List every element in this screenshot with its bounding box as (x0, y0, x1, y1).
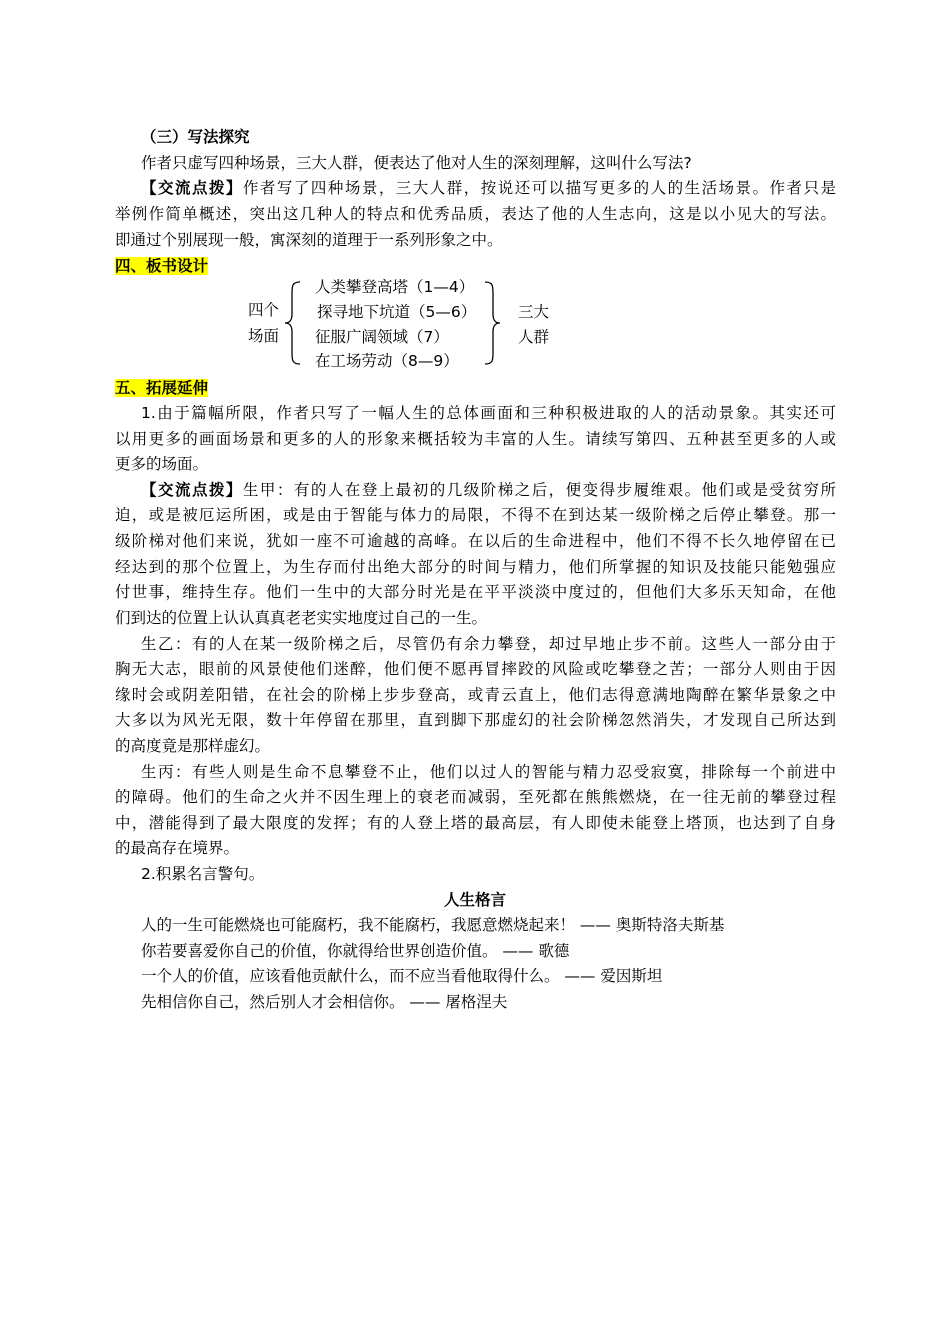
s5-jia-tag: 【交流点拨】 (141, 481, 243, 499)
board-scene-2: 探寻地下坑道（5—6） (317, 303, 477, 321)
section-4-heading-text: 四、板书设计 (115, 257, 209, 275)
board-scene-1: 人类攀登高塔（1—4） (315, 278, 475, 296)
left-brace-icon (282, 280, 304, 366)
s5-yi-line-1: 生乙：有的人在某一级阶梯之后，尽管仍有余力攀登，却过早地止步不前。这些人一部分由于 (141, 635, 836, 653)
s5-jia-line-3: 级阶梯对他们来说，犹如一座不可逾越的高峰。在以后的生命进程中，他们不得不长久地停留在已 (115, 532, 836, 550)
s5-yi-line-4: 大多以为风光无限，数十年停留在那里，直到脚下那虚幻的社会阶梯忽然消失，才发现自己所达到 (115, 711, 836, 729)
s3-answer-l1-text: 作者写了四种场景，三大人群，按说还可以描写更多的人的生活场景。作者只是 (242, 179, 836, 197)
section-4-heading (115, 255, 208, 277)
s3-question: 作者只虚写四种场景，三大人群，便表达了他对人生的深刻理解，这叫什么写法? (141, 154, 692, 172)
s5-yi-line-5: 的高度竟是那样虚幻。 (115, 737, 271, 755)
s5-q1-line-1: 1.由于篇幅所限，作者只写了一幅人生的总体画面和三种积极进取的人的活动景象。其实还可 (141, 404, 836, 422)
s5-yi-line-2: 胸无大志，眼前的风景使他们迷醉，他们便不愿再冒摔跤的风险或吃攀登之苦；一部分人则由于因 (115, 660, 836, 678)
right-brace-icon (481, 280, 503, 366)
board-scene-3: 征服广阔领域（7） (315, 328, 449, 346)
quote-1: 人的一生可能燃烧也可能腐朽，我不能腐朽，我愿意燃烧起来！ —— 奥斯特洛夫斯基 (141, 916, 725, 934)
s5-bing-line-4: 的最高存在境界。 (115, 839, 240, 857)
s5-bing-line-2: 的障碍。他们的生命之火并不因生理上的衰老而减弱，至死都在熊熊燃烧，在一往无前的攀登过程 (115, 788, 836, 806)
s5-jia-line-2: 迫，或是被厄运所困，或是由于智能与体力的局限，不得不在到达某一级阶梯之后停止攀登。那一 (115, 506, 836, 524)
s5-bing-line-3: 中，潜能得到了最大限度的发挥；有的人登上塔的最高层，有人即使未能登上塔顶，也达到了自身 (115, 814, 836, 832)
s5-q1-line-2: 以用更多的画面场景和更多的人的形象来概括较为丰富的人生。请续写第四、五种甚至更多的人或 (115, 430, 836, 448)
s5-jia-l1-text: 生甲：有的人在登上最初的几级阶梯之后，便变得步履维艰。他们或是受贫穷所 (242, 481, 836, 499)
board-left-bottom: 场面 (248, 327, 280, 345)
s3-answer-tag: 【交流点拨】 (141, 179, 243, 197)
quote-2: 你若要喜爱你自己的价值，你就得给世界创造价值。 —— 歌德 (141, 942, 570, 960)
s3-answer-line-2: 举例作简单概述，突出这几种人的特点和优秀品质，表达了他的人生志向，这是以小见大的写法。 (115, 205, 836, 223)
section-3-heading: （三）写法探究 (141, 128, 250, 146)
s3-answer-line-3: 即通过个别展现一般，寓深刻的道理于一系列形象之中。 (115, 231, 503, 249)
s5-yi-line-3: 缘时会或阴差阳错，在社会的阶梯上步步登高，或青云直上，他们志得意满地陶醉在繁华景象之中 (115, 686, 836, 704)
s5-q2: 2.积累名言警句。 (141, 865, 265, 883)
s5-jia-line-6: 们到达的位置上认认真真老老实实地度过自己的一生。 (115, 609, 488, 627)
s5-bing-line-1: 生丙：有些人则是生命不息攀登不止，他们以过人的智能与精力忍受寂寞，排除每一个前进中 (141, 763, 836, 781)
section-5-heading (115, 377, 208, 399)
quote-3: 一个人的价值，应该看他贡献什么，而不应当看他取得什么。 —— 爱因斯坦 (141, 967, 663, 985)
s5-jia-line-4: 经达到的那个位置上，为生存而付出绝大部分的时间与精力，他们所掌握的知识及技能只能勉强应 (115, 558, 836, 576)
board-right-bottom: 人群 (518, 328, 550, 346)
board-right-top: 三大 (518, 303, 550, 321)
section-5-heading-text: 五、拓展延伸 (115, 379, 209, 397)
board-left-top: 四个 (248, 301, 280, 319)
s5-jia-line-5: 付世事，维持生存。他们一生中的大部分时光是在平平淡淡中度过的，但他们大多乐天知命，在他 (115, 583, 836, 601)
s5-jia-line-1 (141, 479, 836, 501)
board-scene-4: 在工场劳动（8—9） (315, 352, 459, 370)
s3-answer-line-1 (141, 177, 836, 199)
quote-4: 先相信你自己，然后别人才会相信你。 —— 屠格涅夫 (141, 993, 508, 1011)
s5-q1-line-3: 更多的场面。 (115, 455, 209, 473)
quotes-title: 人生格言 (443, 891, 506, 909)
